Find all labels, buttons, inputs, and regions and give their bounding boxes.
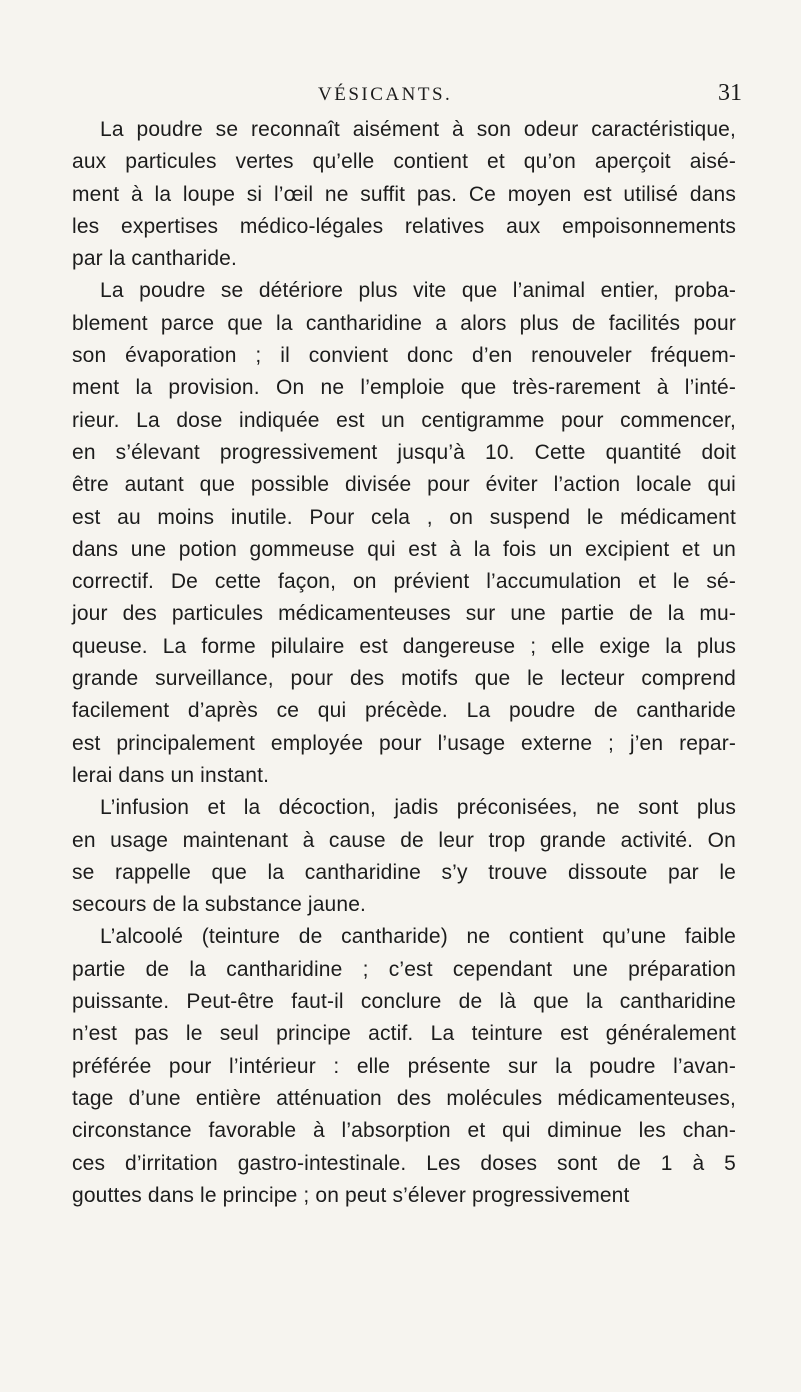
text-line: est au moins inutile. Pour cela , on suspend le médicament xyxy=(72,505,736,529)
text-line: ment la provision. On ne l’emploie que très-rarement à l’inté- xyxy=(72,376,736,400)
paragraph xyxy=(72,275,736,792)
text-line: lerai dans un instant. xyxy=(72,763,270,787)
page-number: 31 xyxy=(718,80,742,106)
text-line: La poudre se reconnaît aisément à son odeur caractéristique, xyxy=(100,118,736,141)
running-head: VÉSICANTS. xyxy=(318,84,453,105)
text-line: queuse. La forme pilulaire est dangereuse ; elle exige la plus xyxy=(72,634,736,658)
paragraph xyxy=(72,792,736,921)
body-text xyxy=(72,114,736,1212)
text-line: circonstance favorable à l’absorption et qui diminue les chan- xyxy=(72,1119,736,1143)
text-line: L’infusion et la décoction, jadis préconisées, ne sont plus xyxy=(100,796,736,820)
text-line: en s’élevant progressivement jusqu’à 10. Cette quantité doit xyxy=(72,440,736,464)
text-line: La poudre se détériore plus vite que l’animal entier, proba- xyxy=(100,279,736,303)
text-line: tage d’une entière atténuation des molécules médicamenteuses, xyxy=(72,1086,736,1110)
text-line: être autant que possible divisée pour éviter l’action locale qui xyxy=(72,473,736,497)
text-line: gouttes dans le principe ; on peut s’élever progressivement xyxy=(72,1183,630,1207)
text-line: se rappelle que la cantharidine s’y trouve dissoute par le xyxy=(72,860,736,884)
paragraph xyxy=(72,921,736,1212)
text-line: partie de la cantharidine ; c’est cependant une préparation xyxy=(72,957,736,981)
text-line: correctif. De cette façon, on prévient l’accumulation et le sé- xyxy=(72,570,736,594)
text-line: grande surveillance, pour des motifs que le lecteur comprend xyxy=(72,667,736,691)
text-line: secours de la substance jaune. xyxy=(72,893,367,917)
text-line: dans une potion gommeuse qui est à la fois un excipient et un xyxy=(72,537,736,561)
text-line: son évaporation ; il convient donc d’en renouveler fréquem- xyxy=(72,344,736,368)
text-line: est principalement employée pour l’usage externe ; j’en repar- xyxy=(72,731,736,755)
text-line: ces d’irritation gastro-intestinale. Les doses sont de 1 à 5 xyxy=(72,1151,736,1175)
text-line: blement parce que la cantharidine a alors plus de facilités pour xyxy=(72,311,736,335)
text-line: rieur. La dose indiquée est un centigramme pour commencer, xyxy=(72,408,736,432)
paragraph xyxy=(72,114,736,275)
text-line: puissante. Peut-être faut-il conclure de là que la cantharidine xyxy=(72,990,736,1014)
text-line: facilement d’après ce qui précède. La poudre de cantharide xyxy=(72,699,736,723)
text-line: en usage maintenant à cause de leur trop grande activité. On xyxy=(72,828,736,852)
text-line: jour des particules médicamenteuses sur une partie de la mu- xyxy=(72,602,736,626)
text-line: par la cantharide. xyxy=(72,247,237,271)
text-line: préférée pour l’intérieur : elle présente sur la poudre l’avan- xyxy=(72,1054,736,1078)
text-line: L’alcoolé (teinture de cantharide) ne contient qu’une faible xyxy=(100,925,736,949)
text-line: n’est pas le seul principe actif. La teinture est généralement xyxy=(72,1022,736,1046)
text-line: ment à la loupe si l’œil ne suffit pas. Ce moyen est utilisé dans xyxy=(72,182,736,206)
text-line: les expertises médico-légales relatives aux empoisonnements xyxy=(72,214,736,238)
text-line: aux particules vertes qu’elle contient et qu’on aperçoit aisé- xyxy=(72,150,736,174)
